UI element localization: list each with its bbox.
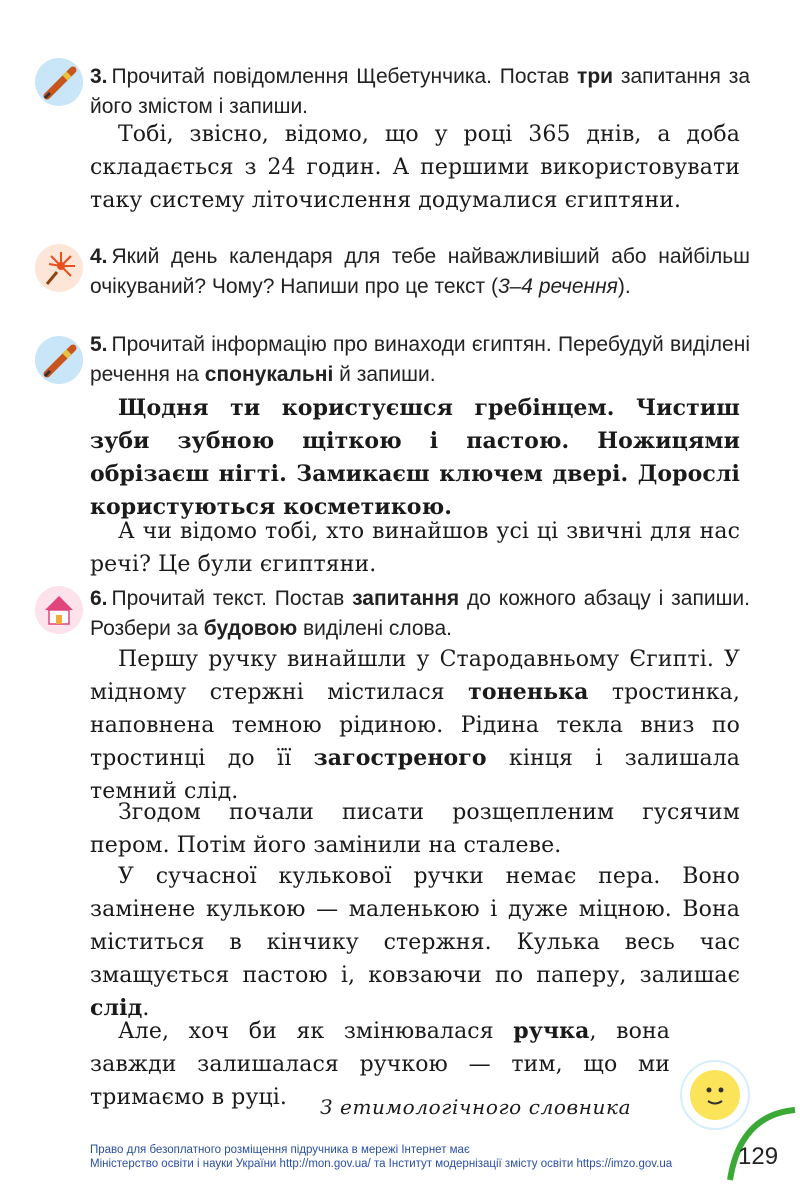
- firework-icon: [35, 244, 83, 292]
- task-4: [90, 242, 750, 302]
- task-number: 6.: [90, 587, 108, 610]
- task-5: [90, 330, 750, 390]
- paragraph-365-days: Тобі, звісно, відомо, що у році 365 днів, а доба складається з 24 годин. А першими використовувати таку систему літочислення додумалися єгиптяни.: [90, 122, 740, 213]
- paragraph-egyptians: А чи відомо тобі, хто винайшов усі ці звичні для нас речі? Це були єгиптяни.: [90, 519, 740, 577]
- text: тростинка, наповнена темною рідиною. Рідина текла вниз по тростинці до її: [90, 680, 740, 771]
- task-bold: запитання: [352, 587, 460, 610]
- text: .: [142, 996, 150, 1021]
- task-italic: 3–4 речення: [497, 275, 618, 298]
- task-number: 4.: [90, 245, 108, 268]
- text: , вона завжди залишалася ручкою — тим, що ми тримаємо в руці.: [90, 1019, 670, 1110]
- highlighted-word: тоненька: [468, 679, 589, 705]
- task-text: й запиши.: [333, 363, 436, 386]
- task-bold: три: [577, 65, 614, 88]
- paragraph-first-pen: [90, 643, 740, 808]
- source-citation: З етимологічного словника: [320, 1095, 632, 1119]
- footer-license: [90, 1143, 730, 1171]
- task-text: ).: [617, 275, 631, 298]
- task-text: Який день календаря для тебе найважливіший або найбільш очікуваний? Чому? Напиши про це текст (: [90, 245, 750, 298]
- footer-line: Міністерство освіти і науки України http://mon.gov.ua/ та Інститут модернізації змісту освіти https://imzo.gov.ua: [90, 1158, 673, 1170]
- task-bold: будовою: [203, 617, 298, 640]
- house-icon: [35, 586, 83, 634]
- text: У сучасної кулькової ручки немає пера. Воно замінене кулькою — маленькою і дуже міцною. Вона міститься в кінчику стержня. Кулька весь час змащується пастою і, ковзаючи по паперу, залишає: [90, 864, 740, 988]
- task-text: запитання за його змістом і запиши.: [90, 65, 750, 118]
- page-number: 129: [738, 1143, 779, 1170]
- highlighted-word: загостреного: [313, 745, 487, 771]
- paragraph-ballpoint: [90, 860, 740, 1025]
- pen-icon: [35, 336, 83, 384]
- task-text: Прочитай повідомлення Щебетунчика. Постав: [111, 65, 578, 88]
- text: Першу ручку винайшли у Стародавньому Єгипті. У мідному стержні містилася: [90, 647, 740, 705]
- footer-line: Право для безоплатного розміщення підручника в мережі Інтернет має: [90, 1144, 470, 1156]
- highlighted-word: ручка: [513, 1018, 590, 1044]
- highlighted-word: слід: [90, 995, 143, 1021]
- task-number: 5.: [90, 333, 108, 356]
- paragraph-quill: Згодом почали писати розщепленим гусячим пером. Потім його замінили на сталеве.: [90, 800, 740, 858]
- task-bold: спонукальні: [204, 363, 334, 386]
- task-number: 3.: [90, 65, 108, 88]
- task-text: до кожного абзацу і запиши. Розбери за: [90, 587, 751, 640]
- task-text: виділені слова.: [297, 617, 452, 640]
- pen-icon: [35, 58, 83, 106]
- task-text: Прочитай інформацію про винаходи єгиптян. Перебудуй виділені речення на: [90, 333, 750, 386]
- task-text: Прочитай текст. Постав: [111, 587, 353, 610]
- task-3: [90, 62, 750, 122]
- task-6: [90, 584, 750, 644]
- text: Але, хоч би як змінювалася: [118, 1019, 514, 1044]
- paragraph-highlighted-sentences: Щодня ти користуєшся гребінцем. Чистиш зуби зубною щіткою і пастою. Ножицями обрізаєш нігті. Замикаєш ключем двері. Дорослі користуються косметикою.: [90, 395, 740, 520]
- text: кінця і залишала темний слід.: [90, 746, 740, 804]
